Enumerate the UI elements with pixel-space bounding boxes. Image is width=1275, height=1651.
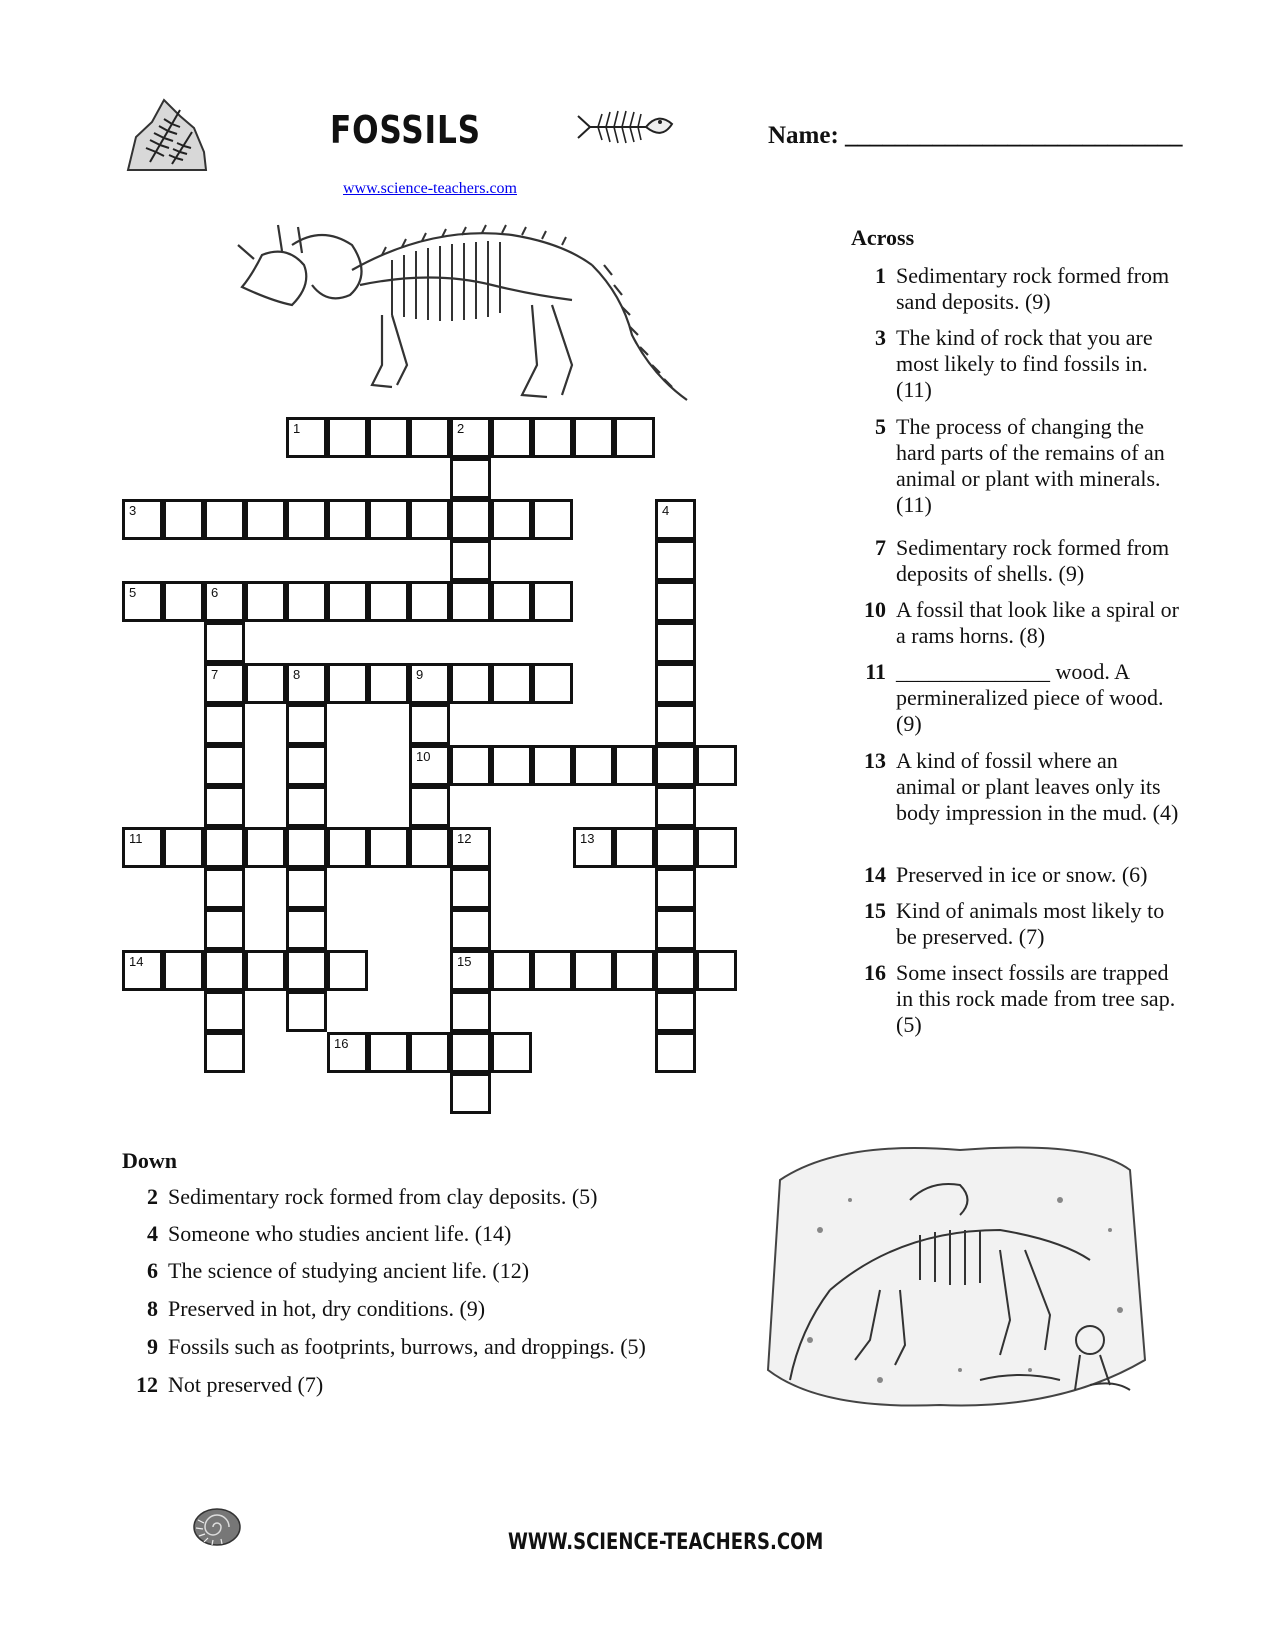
crossword-cell[interactable]	[245, 950, 286, 991]
crossword-cell[interactable]	[450, 745, 491, 786]
crossword-cell[interactable]	[614, 745, 655, 786]
crossword-cell[interactable]	[450, 950, 491, 991]
crossword-cell[interactable]	[409, 663, 450, 704]
crossword-cell[interactable]	[327, 663, 368, 704]
crossword-cell[interactable]	[532, 950, 573, 991]
crossword-cell[interactable]	[286, 704, 327, 745]
crossword-cell[interactable]	[286, 786, 327, 827]
crossword-cell[interactable]	[368, 1032, 409, 1073]
website-link[interactable]: www.science-teachers.com	[343, 180, 517, 197]
crossword-cell[interactable]	[286, 868, 327, 909]
crossword-cell[interactable]	[450, 499, 491, 540]
cell-number: 9	[416, 667, 424, 682]
crossword-cell[interactable]	[491, 581, 532, 622]
cell-number: 7	[211, 667, 219, 682]
crossword-cell[interactable]	[286, 663, 327, 704]
clue-number: 11	[865, 659, 886, 684]
crossword-cell[interactable]	[286, 745, 327, 786]
crossword-cell[interactable]	[204, 663, 245, 704]
crossword-cell[interactable]	[450, 1032, 491, 1073]
clue-number: 15	[864, 898, 886, 923]
clue-text: Sedimentary rock formed from clay deposits. (5)	[168, 1184, 598, 1209]
cell-number: 11	[129, 831, 143, 846]
clue-text: Sedimentary rock formed from deposits of shells. (9)	[896, 535, 1170, 586]
crossword-cell[interactable]	[409, 581, 450, 622]
crossword-cell[interactable]	[450, 458, 491, 499]
cell-number: 4	[662, 503, 670, 518]
clue-number: 8	[147, 1296, 158, 1321]
crossword-cell[interactable]	[696, 745, 737, 786]
crossword-cell[interactable]	[163, 950, 204, 991]
clue-number: 5	[875, 414, 886, 439]
cell-number: 14	[129, 954, 144, 969]
crossword-cell[interactable]	[614, 827, 655, 868]
crossword-cell[interactable]	[655, 745, 696, 786]
clue-number: 14	[864, 862, 886, 887]
crossword-cell[interactable]	[204, 581, 245, 622]
clue-number: 10	[864, 597, 886, 622]
crossword-cell[interactable]	[327, 417, 368, 458]
triceratops-skeleton-icon	[232, 215, 692, 415]
crossword-cell[interactable]	[245, 499, 286, 540]
clue-number: 4	[147, 1221, 158, 1246]
cell-number: 12	[457, 831, 472, 846]
crossword-cell[interactable]	[122, 827, 163, 868]
crossword-cell[interactable]	[409, 1032, 450, 1073]
crossword-cell[interactable]	[655, 950, 696, 991]
crossword-cell[interactable]	[491, 663, 532, 704]
crossword-cell[interactable]	[614, 950, 655, 991]
crossword-cell[interactable]	[450, 991, 491, 1032]
crossword-cell[interactable]	[655, 868, 696, 909]
crossword-cell[interactable]	[204, 786, 245, 827]
crossword-cell[interactable]	[204, 622, 245, 663]
crossword-cell[interactable]	[532, 417, 573, 458]
crossword-cell[interactable]	[122, 581, 163, 622]
crossword-cell[interactable]	[286, 499, 327, 540]
crossword-cell[interactable]	[573, 950, 614, 991]
crossword-cell[interactable]	[532, 581, 573, 622]
crossword-cell[interactable]	[327, 827, 368, 868]
cell-number: 5	[129, 585, 137, 600]
crossword-cell[interactable]	[655, 991, 696, 1032]
crossword-cell[interactable]	[122, 950, 163, 991]
crossword-cell[interactable]	[573, 827, 614, 868]
crossword-cell[interactable]	[450, 1073, 491, 1114]
crossword-cell[interactable]	[409, 786, 450, 827]
crossword-cell[interactable]	[286, 581, 327, 622]
crossword-cell[interactable]	[204, 1032, 245, 1073]
cell-number: 6	[211, 585, 219, 600]
crossword-cell[interactable]	[450, 868, 491, 909]
clue-text: Someone who studies ancient life. (14)	[168, 1221, 512, 1246]
crossword-cell[interactable]	[491, 499, 532, 540]
crossword-cell[interactable]	[655, 622, 696, 663]
crossword-cell[interactable]	[655, 786, 696, 827]
clue-text: The process of changing the hard parts of the remains of an animal or plant with minerals. (11)	[896, 414, 1165, 517]
crossword-cell[interactable]	[163, 581, 204, 622]
crossword-cell[interactable]	[655, 499, 696, 540]
crossword-cell[interactable]	[450, 663, 491, 704]
crossword-cell[interactable]	[327, 1032, 368, 1073]
crossword-cell[interactable]	[368, 827, 409, 868]
crossword-cell[interactable]	[491, 745, 532, 786]
crossword-cell[interactable]	[368, 417, 409, 458]
fish-skeleton-icon	[574, 106, 674, 148]
cell-number: 1	[293, 421, 301, 436]
crossword-cell[interactable]	[245, 581, 286, 622]
name-field[interactable]: Name: ___________________________	[768, 122, 1183, 149]
crossword-cell[interactable]	[163, 499, 204, 540]
cell-number: 13	[580, 831, 595, 846]
crossword-cell[interactable]	[409, 417, 450, 458]
crossword-cell[interactable]	[327, 499, 368, 540]
clue-text: ______________ wood. A permineralized piece of wood. (9)	[896, 659, 1164, 736]
crossword-cell[interactable]	[204, 950, 245, 991]
clue-text: Kind of animals most likely to be preserved. (7)	[896, 898, 1165, 949]
crossword-cell[interactable]	[655, 827, 696, 868]
crossword-cell[interactable]	[450, 417, 491, 458]
clue-number: 13	[864, 748, 886, 773]
crossword-cell[interactable]	[204, 827, 245, 868]
crossword-cell[interactable]	[409, 499, 450, 540]
across-heading: Across	[851, 225, 915, 250]
clue-text: Some insect fossils are trapped in this rock made from tree sap. (5)	[896, 960, 1176, 1037]
crossword-cell[interactable]	[122, 499, 163, 540]
crossword-cell[interactable]	[286, 417, 327, 458]
crossword-cell[interactable]	[655, 540, 696, 581]
crossword-cell[interactable]	[573, 417, 614, 458]
clue-number: 16	[864, 960, 886, 985]
crossword-cell[interactable]	[450, 581, 491, 622]
crossword-cell[interactable]	[286, 950, 327, 991]
crossword-cell[interactable]	[532, 745, 573, 786]
crossword-cell[interactable]	[491, 950, 532, 991]
crossword-cell[interactable]	[204, 704, 245, 745]
crossword-cell[interactable]	[409, 704, 450, 745]
crossword-cell[interactable]	[491, 1032, 532, 1073]
crossword-cell[interactable]	[450, 827, 491, 868]
crossword-cell[interactable]	[450, 909, 491, 950]
crossword-cell[interactable]	[286, 827, 327, 868]
crossword-cell[interactable]	[491, 417, 532, 458]
crossword-cell[interactable]	[655, 704, 696, 745]
clue-text: Preserved in ice or snow. (6)	[896, 862, 1148, 887]
clue-text: Fossils such as footprints, burrows, and droppings. (5)	[168, 1334, 646, 1359]
clue-number: 6	[147, 1258, 158, 1283]
crossword-cell[interactable]	[655, 581, 696, 622]
fern-fossil-icon	[122, 92, 210, 172]
clue-number: 2	[147, 1184, 158, 1209]
crossword-cell[interactable]	[245, 663, 286, 704]
cell-number: 8	[293, 667, 301, 682]
crossword-cell[interactable]	[532, 663, 573, 704]
footer-website: WWW.SCIENCE-TEACHERS.COM	[508, 1530, 824, 1555]
cell-number: 15	[457, 954, 472, 969]
cell-number: 16	[334, 1036, 349, 1051]
clue-number: 1	[875, 263, 886, 288]
clue-text: Sedimentary rock formed from sand deposits. (9)	[896, 263, 1170, 314]
crossword-cell[interactable]	[573, 745, 614, 786]
crossword-cell[interactable]	[204, 909, 245, 950]
crossword-cell[interactable]	[409, 827, 450, 868]
page-title: FOSSILS	[330, 108, 481, 152]
cell-number: 2	[457, 421, 465, 436]
crossword-cell[interactable]	[450, 540, 491, 581]
crossword-cell[interactable]	[327, 581, 368, 622]
crossword-cell[interactable]	[655, 663, 696, 704]
clue-number: 7	[875, 535, 886, 560]
crossword-cell[interactable]	[368, 581, 409, 622]
crossword-cell[interactable]	[696, 950, 737, 991]
crossword-cell[interactable]	[204, 868, 245, 909]
clue-text: A kind of fossil where an animal or plant leaves only its body impression in the mud. (4)	[896, 748, 1179, 825]
clue-number: 12	[136, 1372, 158, 1397]
clue-text: A fossil that look like a spiral or a rams horns. (8)	[896, 597, 1179, 648]
crossword-cell[interactable]	[696, 827, 737, 868]
ammonite-icon	[190, 1506, 242, 1548]
clue-text: Not preserved (7)	[168, 1372, 324, 1397]
crossword-cell[interactable]	[368, 499, 409, 540]
crossword-cell[interactable]	[368, 663, 409, 704]
crossword-cell[interactable]	[286, 909, 327, 950]
crossword-cell[interactable]	[204, 991, 245, 1032]
crossword-cell[interactable]	[204, 745, 245, 786]
crossword-cell[interactable]	[286, 991, 327, 1032]
clue-number: 9	[147, 1334, 158, 1359]
crossword-cell[interactable]	[655, 909, 696, 950]
crossword-cell[interactable]	[409, 745, 450, 786]
clue-text: The science of studying ancient life. (12)	[168, 1258, 530, 1283]
crossword-cell[interactable]	[614, 417, 655, 458]
crossword-cell[interactable]	[532, 499, 573, 540]
clue-text: Preserved in hot, dry conditions. (9)	[168, 1296, 486, 1321]
dig-site-illustration-icon	[760, 1140, 1155, 1415]
crossword-cell[interactable]	[327, 950, 368, 991]
cell-number: 10	[416, 749, 431, 764]
crossword-cell[interactable]	[245, 827, 286, 868]
clue-text: The kind of rock that you are most likely to find fossils in. (11)	[896, 325, 1153, 402]
crossword-cell[interactable]	[163, 827, 204, 868]
crossword-cell[interactable]	[655, 1032, 696, 1073]
cell-number: 3	[129, 503, 137, 518]
crossword-cell[interactable]	[204, 499, 245, 540]
down-heading: Down	[122, 1148, 178, 1173]
clue-number: 3	[875, 325, 886, 350]
